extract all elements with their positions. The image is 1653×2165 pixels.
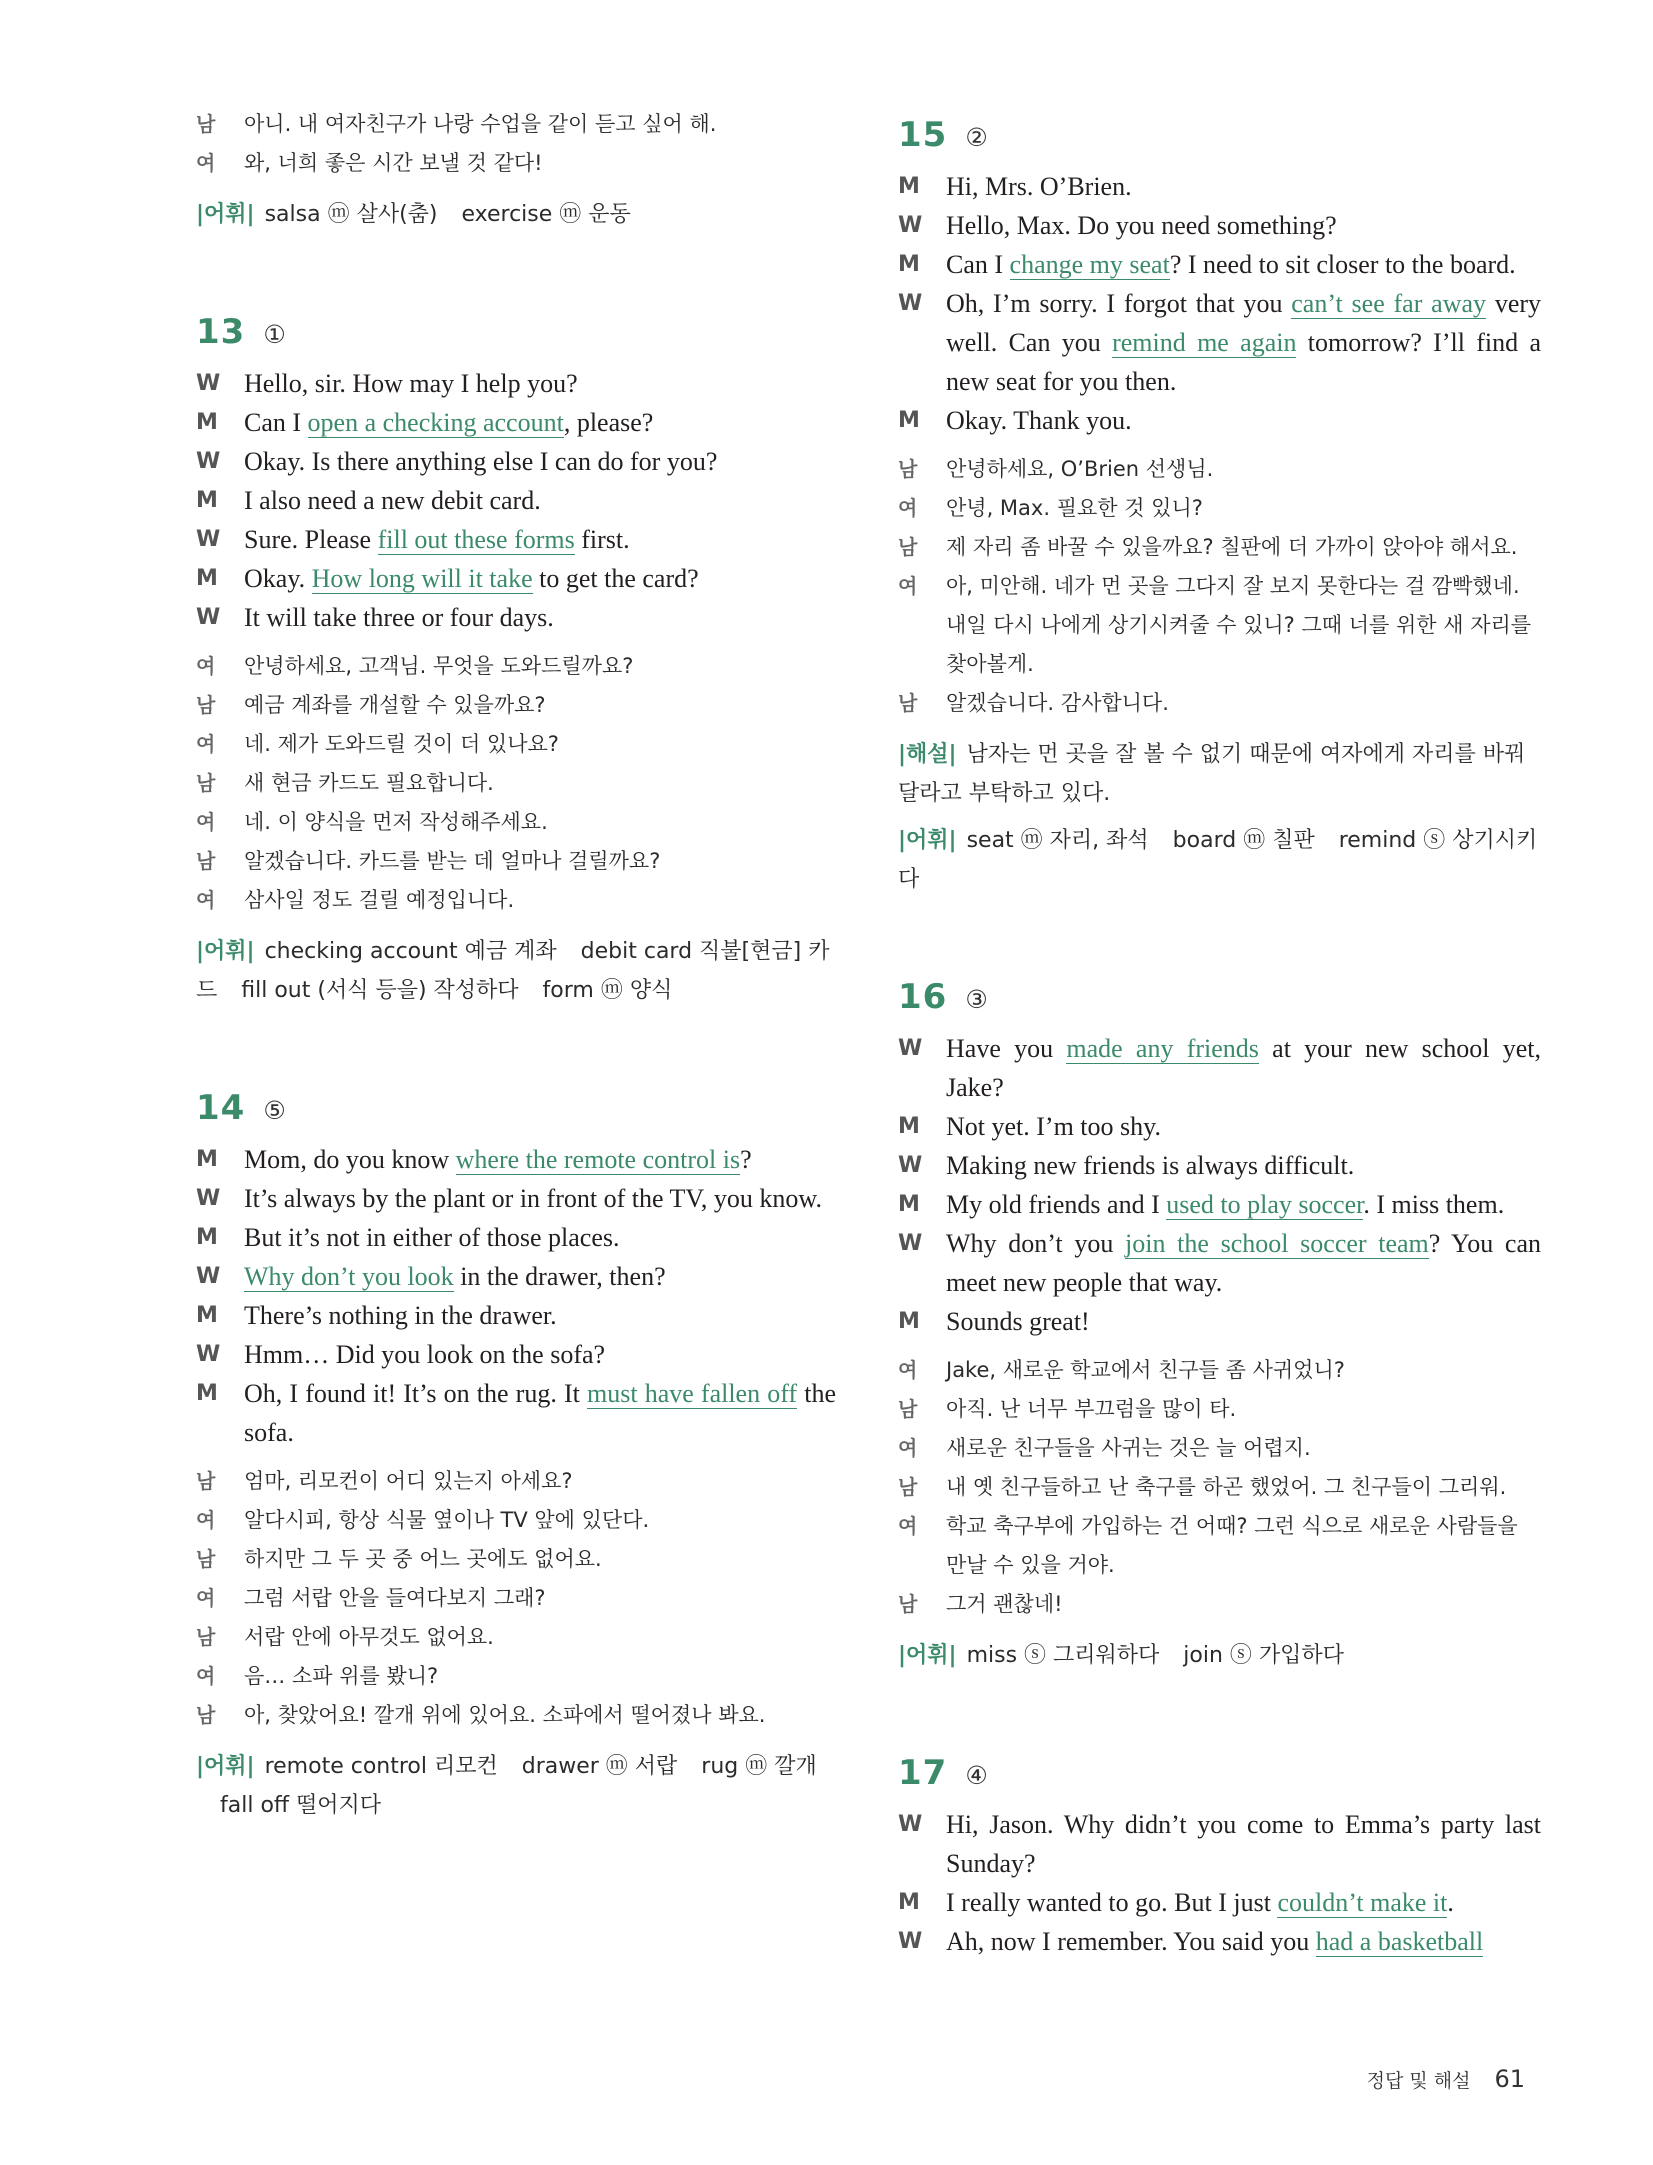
dialogue-line: [196, 520, 836, 559]
translation-line: [898, 528, 1541, 567]
line-text: 새로운 친구들을 사귀는 것은 늘 어렵지.: [946, 1436, 1311, 1460]
section-15: [898, 115, 1541, 899]
line-text: 내 옛 친구들하고 난 축구를 하곤 했었어. 그 친구들이 그리워.: [946, 1475, 1507, 1499]
translation-line: [196, 647, 836, 686]
text-segment: Mom, do you know: [244, 1145, 456, 1174]
vocab-item: board ⓜ 칠판: [1172, 828, 1315, 853]
line-text: 그럼 서랍 안을 들여다보지 그래?: [244, 1586, 546, 1610]
vocab-item: checking account 예금 계좌: [264, 939, 557, 964]
dialogue-line: [898, 1883, 1541, 1922]
speaker-label: W: [898, 291, 923, 316]
dialogue-line: [196, 559, 836, 598]
line-text: [244, 1374, 836, 1452]
footer-label: 정답 및 해설: [1366, 2070, 1471, 2092]
text-segment: tomorrow? I’ll find a new seat for you then.: [946, 328, 1542, 396]
translation-line: [196, 803, 836, 842]
speaker-label: W: [898, 1036, 923, 1061]
text-segment: first.: [574, 525, 630, 554]
question-number: 14: [196, 1088, 246, 1128]
text-segment: . I miss them.: [1363, 1190, 1505, 1219]
answer-blank-text: open a checking account: [307, 408, 564, 437]
line-text: [244, 1257, 836, 1296]
translation-line: [898, 450, 1541, 489]
speaker-label: W: [196, 605, 221, 630]
speaker-label: W: [196, 527, 221, 552]
vocab-note: [196, 195, 836, 234]
vocab-label: |어휘|: [196, 939, 255, 964]
question-header: [196, 1088, 836, 1128]
vocab-item: exercise ⓜ 운동: [461, 202, 631, 227]
korean-translation: [196, 1462, 836, 1735]
speaker-label: W: [196, 1186, 221, 1211]
speaker-label: M: [898, 1192, 920, 1217]
line-text: [244, 364, 836, 403]
text-segment: But it’s not in either of those places.: [244, 1223, 620, 1252]
line-text: [244, 1335, 836, 1374]
answer-blank-text: change my seat: [1009, 250, 1170, 279]
text-segment: Sure. Please: [244, 525, 378, 554]
translation-line: [898, 684, 1541, 723]
line-text: [946, 1146, 1541, 1185]
dialogue-line: [196, 598, 836, 637]
translation-line: [196, 1618, 836, 1657]
speaker-label: 여: [898, 1358, 918, 1382]
text-segment: Ah, now I remember. You said you: [946, 1927, 1316, 1956]
dialogue-line: [196, 1140, 836, 1179]
vocab-label: |어휘|: [196, 202, 255, 227]
line-text: 새 현금 카드도 필요합니다.: [244, 771, 494, 795]
question-header: [898, 1753, 1541, 1793]
line-text: [244, 598, 836, 637]
speaker-label: 여: [898, 1514, 918, 1538]
question-header: [196, 312, 836, 352]
line-text: 제 자리 좀 바꿀 수 있을까요? 칠판에 더 가까이 앉아야 해서요.: [946, 535, 1518, 559]
speaker-label: M: [898, 174, 920, 199]
line-text: 예금 계좌를 개설할 수 있을까요?: [244, 693, 546, 717]
dialogue-line: [898, 1107, 1541, 1146]
dialogue-line: [196, 1296, 836, 1335]
speaker-label: 남: [898, 1592, 918, 1616]
line-text: [244, 1218, 836, 1257]
translation-line: [196, 764, 836, 803]
speaker-label: 여: [196, 1508, 216, 1532]
line-text: [946, 1107, 1541, 1146]
dialogue-line: [196, 481, 836, 520]
dialogue-line: [898, 206, 1541, 245]
line-text: 와, 너희 좋은 시간 보낼 것 같다!: [244, 151, 543, 175]
text-segment: Not yet. I’m too shy.: [946, 1112, 1161, 1141]
speaker-label: M: [898, 408, 920, 433]
text-segment: I really wanted to go. But I just: [946, 1888, 1278, 1917]
vocab-item: miss ⓢ 그리워하다: [966, 1643, 1160, 1668]
answer-blank-text: join the school soccer team: [1125, 1229, 1429, 1258]
vocab-item: salsa ⓜ 살사(춤): [264, 202, 438, 227]
text-segment: Hi, Mrs. O’Brien.: [946, 172, 1132, 201]
line-text: [244, 1179, 836, 1218]
dialogue-line: [898, 401, 1541, 440]
dialogue-line: [898, 284, 1541, 401]
line-text: [244, 559, 836, 598]
line-text: 안녕, Max. 필요한 것 있니?: [946, 496, 1203, 520]
speaker-label: W: [196, 371, 221, 396]
dialogue-line: [196, 1257, 836, 1296]
speaker-label: M: [196, 1225, 218, 1250]
answer-blank-text: used to play soccer: [1166, 1190, 1364, 1219]
text-segment: It’s always by the plant or in front of the TV, you know.: [244, 1184, 822, 1213]
text-segment: I also need a new debit card.: [244, 486, 541, 515]
english-dialogue: [196, 1140, 836, 1452]
question-number: 13: [196, 312, 246, 352]
line-text: 네. 제가 도와드릴 것이 더 있나요?: [244, 732, 559, 756]
dialogue-line: [196, 1218, 836, 1257]
line-text: [946, 206, 1541, 245]
dialogue-line: [898, 1922, 1541, 1961]
translation-line: [196, 1579, 836, 1618]
speaker-label: W: [196, 449, 221, 474]
section-12-continued: [196, 105, 836, 234]
speaker-label: M: [196, 410, 218, 435]
speaker-label: 남: [898, 1475, 918, 1499]
english-dialogue: [898, 167, 1541, 440]
text-segment: , please?: [563, 408, 654, 437]
answer-blank-text: How long will it take: [311, 564, 533, 593]
dialogue-line: [196, 364, 836, 403]
text-segment: Sounds great!: [946, 1307, 1090, 1336]
answer-blank-text: Why don’t you look: [244, 1262, 454, 1291]
line-text: 학교 축구부에 가입하는 건 어때? 그런 식으로 새로운 사람들을 만날 수 있을 거야.: [946, 1514, 1518, 1577]
text-segment: Oh, I found it! It’s on the rug. It: [244, 1379, 587, 1408]
speaker-label: M: [196, 488, 218, 513]
dialogue-line: [898, 1146, 1541, 1185]
dialogue-line: [196, 1335, 836, 1374]
vocab-item: drawer ⓜ 서랍: [521, 1754, 678, 1779]
english-dialogue: [898, 1029, 1541, 1341]
line-text: 알겠습니다. 카드를 받는 데 얼마나 걸릴까요?: [244, 849, 661, 873]
dialogue-line: [196, 442, 836, 481]
speaker-label: 여: [898, 574, 918, 598]
text-segment: Can I: [946, 250, 1010, 279]
answer-blank-text: had a basketball: [1315, 1927, 1484, 1956]
text-segment: It will take three or four days.: [244, 603, 554, 632]
translation-line: [196, 1501, 836, 1540]
vocab-item: fill out (서식 등을) 작성하다: [241, 978, 519, 1003]
page-footer: [1367, 2065, 1525, 2093]
speaker-label: 남: [196, 849, 216, 873]
left-column: [196, 105, 836, 1903]
answer-blank-text: made any friends: [1066, 1034, 1259, 1063]
vocab-item: fall off 떨어지다: [220, 1793, 382, 1818]
translation-line: [196, 725, 836, 764]
speaker-label: M: [898, 252, 920, 277]
text-segment: very well. Can you: [946, 289, 1542, 357]
dialogue-line: [898, 1224, 1541, 1302]
translation-line: [898, 1351, 1541, 1390]
line-text: [244, 481, 836, 520]
translation-line: [898, 1585, 1541, 1624]
text-segment: Hello, sir. How may I help you?: [244, 369, 578, 398]
translation-line: [196, 1462, 836, 1501]
line-text: 안녕하세요, O’Brien 선생님.: [946, 457, 1214, 481]
translation-line: [196, 105, 836, 144]
speaker-label: M: [898, 1890, 920, 1915]
speaker-label: M: [196, 1381, 218, 1406]
speaker-label: M: [196, 1303, 218, 1328]
speaker-label: 남: [898, 535, 918, 559]
text-segment: Have you: [946, 1034, 1067, 1063]
answer-blank-text: remind me again: [1112, 328, 1297, 357]
text-segment: Hmm… Did you look on the sofa?: [244, 1340, 606, 1369]
line-text: 아, 미안해. 네가 먼 곳을 그다지 잘 보지 못한다는 걸 깜빡했네. 내일 다시 나에게 상기시켜줄 수 있니? 그때 너를 위한 새 자리를 찾아볼게.: [946, 574, 1532, 676]
translation-line: [196, 1540, 836, 1579]
text-segment: ? You can meet new people that way.: [946, 1229, 1541, 1297]
vocab-item: remind ⓢ 상기시키다: [898, 828, 1538, 892]
speaker-label: 남: [898, 1397, 918, 1421]
answer-mark: ⑤: [263, 1096, 286, 1125]
speaker-label: 여: [898, 1436, 918, 1460]
vocab-note: [196, 932, 836, 1010]
text-segment: Making new friends is always difficult.: [946, 1151, 1355, 1180]
text-segment: Hello, Max. Do you need something?: [946, 211, 1337, 240]
english-dialogue: [898, 1805, 1541, 1961]
line-text: 그거 괜찮네!: [946, 1592, 1063, 1616]
translation-line: [898, 1429, 1541, 1468]
line-text: [946, 1029, 1541, 1107]
line-text: [244, 403, 836, 442]
speaker-label: W: [196, 1264, 221, 1289]
vocab-list: [196, 939, 829, 1003]
question-header: [898, 977, 1541, 1017]
answer-mark: ②: [965, 123, 988, 152]
dialogue-line: [196, 403, 836, 442]
vocab-item: seat ⓜ 자리, 좌석: [966, 828, 1149, 853]
line-text: [946, 1302, 1541, 1341]
answer-blank-text: can’t see far away: [1291, 289, 1487, 318]
right-column: [898, 105, 1541, 2039]
text-segment: at your new school yet, Jake?: [946, 1034, 1542, 1102]
vocab-label: |어휘|: [898, 828, 957, 853]
question-header: [898, 115, 1541, 155]
line-text: [946, 1224, 1541, 1302]
speaker-label: 남: [196, 1547, 216, 1571]
vocab-label: |어휘|: [898, 1643, 957, 1668]
line-text: [946, 1883, 1541, 1922]
korean-translation: [196, 647, 836, 920]
text-segment: There’s nothing in the drawer.: [244, 1301, 557, 1330]
answer-blank-text: must have fallen off: [586, 1379, 798, 1408]
line-text: [946, 1805, 1541, 1883]
text-segment: Oh, I’m sorry. I forgot that you: [946, 289, 1292, 318]
translation-line: [196, 842, 836, 881]
answer-blank-text: couldn’t make it: [1277, 1888, 1448, 1917]
speaker-label: 여: [898, 496, 918, 520]
line-text: [946, 284, 1541, 401]
text-segment: ?: [740, 1145, 752, 1174]
text-segment: My old friends and I: [946, 1190, 1167, 1219]
line-text: [244, 1140, 836, 1179]
vocab-item: rug ⓜ 깔개: [701, 1754, 817, 1779]
dialogue-line: [898, 245, 1541, 284]
line-text: [244, 520, 836, 559]
translation-line: [898, 1507, 1541, 1585]
section-14: [196, 1088, 836, 1825]
line-text: [244, 1296, 836, 1335]
text-segment: Hi, Jason. Why didn’t you come to Emma’s party last Sunday?: [946, 1810, 1541, 1878]
english-dialogue: [196, 364, 836, 637]
vocab-note: [898, 821, 1541, 899]
speaker-label: M: [196, 1147, 218, 1172]
speaker-label: W: [898, 1231, 923, 1256]
dialogue-line: [898, 1029, 1541, 1107]
translation-line: [196, 1696, 836, 1735]
speaker-label: 남: [196, 1703, 216, 1727]
line-text: [946, 1185, 1541, 1224]
vocab-list: [898, 828, 1537, 892]
speaker-label: 남: [196, 693, 216, 717]
text-segment: Okay. Thank you.: [946, 406, 1132, 435]
translation-line: [898, 567, 1541, 684]
speaker-label: 남: [196, 112, 216, 136]
vocab-item: join ⓢ 가입하다: [1183, 1643, 1344, 1668]
speaker-label: W: [898, 1812, 923, 1837]
translation-line: [898, 1468, 1541, 1507]
dialogue-line: [898, 1805, 1541, 1883]
answer-mark: ③: [965, 985, 988, 1014]
speaker-label: M: [898, 1309, 920, 1334]
vocab-note: [898, 1636, 1541, 1675]
section-17: [898, 1753, 1541, 1961]
translation-line: [898, 489, 1541, 528]
line-text: 하지만 그 두 곳 중 어느 곳에도 없어요.: [244, 1547, 602, 1571]
speaker-label: W: [898, 213, 923, 238]
line-text: 엄마, 리모컨이 어디 있는지 아세요?: [244, 1469, 573, 1493]
line-text: 삼사일 정도 걸릴 예정입니다.: [244, 888, 515, 912]
speaker-label: 여: [196, 151, 216, 175]
vocab-item: remote control 리모컨: [264, 1754, 498, 1779]
answer-mark: ①: [263, 320, 286, 349]
answer-mark: ④: [965, 1761, 988, 1790]
vocab-note: [196, 1747, 836, 1825]
question-number: 16: [898, 977, 948, 1017]
dialogue-line: [898, 1185, 1541, 1224]
line-text: [946, 245, 1541, 284]
speaker-label: 여: [196, 732, 216, 756]
speaker-label: 여: [196, 888, 216, 912]
text-segment: .: [1447, 1888, 1454, 1917]
line-text: 안녕하세요, 고객님. 무엇을 도와드릴까요?: [244, 654, 634, 678]
question-number: 17: [898, 1753, 948, 1793]
speaker-label: 여: [196, 1586, 216, 1610]
question-number: 15: [898, 115, 948, 155]
dialogue-line: [196, 1179, 836, 1218]
line-text: 알겠습니다. 감사합니다.: [946, 691, 1169, 715]
translation-line: [898, 1390, 1541, 1429]
line-text: 아니. 내 여자친구가 나랑 수업을 같이 듣고 싶어 해.: [244, 112, 717, 136]
translation-line: [196, 881, 836, 920]
translation-line: [196, 144, 836, 183]
line-text: 서랍 안에 아무것도 없어요.: [244, 1625, 494, 1649]
line-text: 알다시피, 항상 식물 옆이나 TV 앞에 있단다.: [244, 1508, 650, 1532]
speaker-label: 여: [196, 1664, 216, 1688]
vocab-item: form ⓜ 양식: [542, 978, 673, 1003]
line-text: 네. 이 양식을 먼저 작성해주세요.: [244, 810, 548, 834]
text-segment: Can I: [244, 408, 308, 437]
text-segment: the sofa.: [244, 1379, 836, 1447]
answer-blank-text: where the remote control is: [455, 1145, 741, 1174]
line-text: 아직. 난 너무 부끄럼을 많이 타.: [946, 1397, 1237, 1421]
korean-translation: [898, 450, 1541, 723]
speaker-label: W: [898, 1153, 923, 1178]
answer-blank-text: fill out these forms: [377, 525, 575, 554]
line-text: [946, 1922, 1541, 1961]
speaker-label: 여: [196, 654, 216, 678]
vocab-label: |어휘|: [196, 1754, 255, 1779]
line-text: [946, 401, 1541, 440]
section-16: [898, 977, 1541, 1675]
dialogue-line: [196, 1374, 836, 1452]
line-text: 아, 찾았어요! 깔개 위에 있어요. 소파에서 떨어졌나 봐요.: [244, 1703, 766, 1727]
section-13: [196, 312, 836, 1010]
translation-line: [196, 686, 836, 725]
explanation-note: [898, 735, 1541, 813]
page-number: 61: [1494, 2065, 1525, 2093]
speaker-label: W: [196, 1342, 221, 1367]
speaker-label: 여: [196, 810, 216, 834]
speaker-label: 남: [196, 1625, 216, 1649]
speaker-label: 남: [898, 457, 918, 481]
speaker-label: W: [898, 1929, 923, 1954]
line-text: [244, 442, 836, 481]
speaker-label: 남: [196, 771, 216, 795]
vocab-list: [196, 1754, 817, 1818]
text-segment: Okay.: [244, 564, 312, 593]
speaker-label: M: [898, 1114, 920, 1139]
vocab-item: debit card 직불[현금] 카드: [196, 939, 830, 1003]
text-segment: Why don’t you: [946, 1229, 1126, 1258]
text-segment: Okay. Is there anything else I can do for you?: [244, 447, 718, 476]
line-text: Jake, 새로운 학교에서 친구들 좀 사귀었니?: [946, 1358, 1345, 1382]
speaker-label: 남: [196, 1469, 216, 1493]
explanation-label: |해설|: [898, 742, 957, 767]
korean-translation: [196, 105, 836, 183]
explanation-text: 남자는 먼 곳을 잘 볼 수 없기 때문에 여자에게 자리를 바꿔 달라고 부탁하고 있다.: [898, 742, 1526, 806]
text-segment: to get the card?: [532, 564, 699, 593]
dialogue-line: [898, 1302, 1541, 1341]
vocab-list: [967, 1643, 1344, 1668]
text-segment: ? I need to sit closer to the board.: [1169, 250, 1516, 279]
speaker-label: 남: [898, 691, 918, 715]
dialogue-line: [898, 167, 1541, 206]
line-text: 음… 소파 위를 봤니?: [244, 1664, 439, 1688]
line-text: [946, 167, 1541, 206]
vocab-list: [265, 202, 631, 227]
text-segment: in the drawer, then?: [453, 1262, 666, 1291]
speaker-label: M: [196, 566, 218, 591]
korean-translation: [898, 1351, 1541, 1624]
translation-line: [196, 1657, 836, 1696]
